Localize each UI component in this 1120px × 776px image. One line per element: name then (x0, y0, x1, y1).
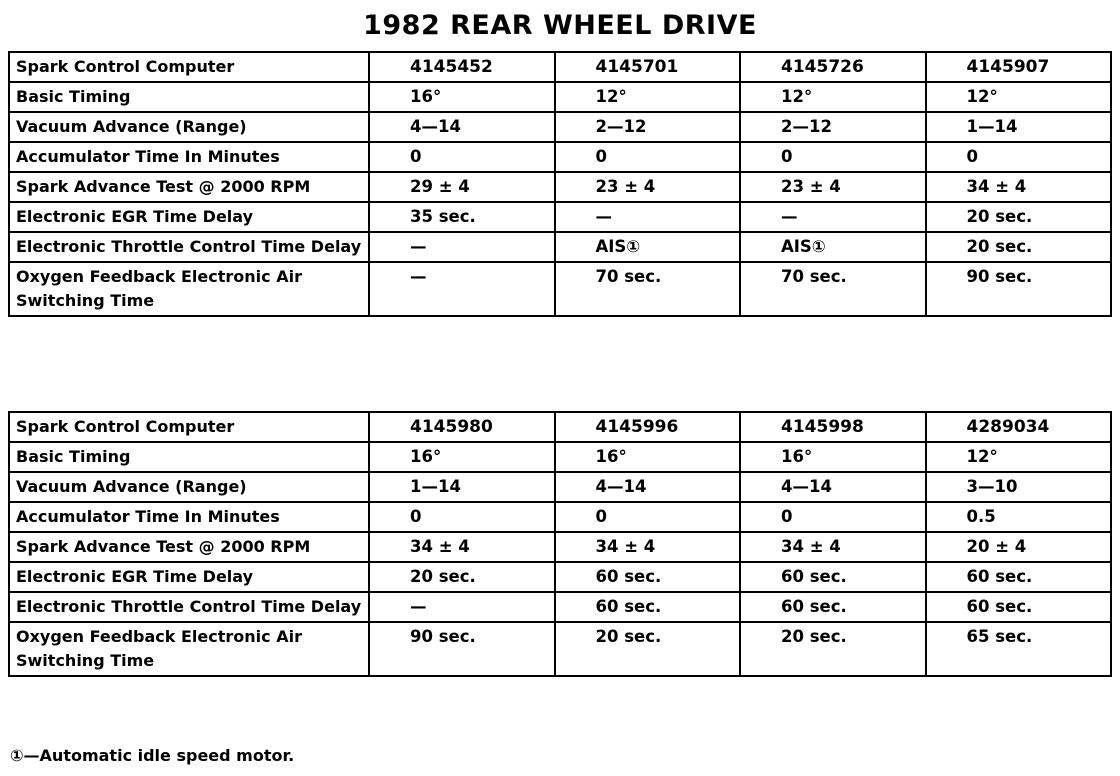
table-cell: AIS① (740, 232, 926, 262)
table-cell: 0 (369, 142, 555, 172)
table-cell: 0 (369, 502, 555, 532)
table-cell: 4—14 (555, 472, 741, 502)
table-cell: 60 sec. (926, 592, 1112, 622)
table-row (9, 82, 1111, 112)
table-cell: 12° (926, 442, 1112, 472)
row-label: Electronic Throttle Control Time Delay (9, 232, 369, 262)
table-cell: 20 sec. (369, 562, 555, 592)
table-cell: 12° (926, 82, 1112, 112)
table-row (9, 562, 1111, 592)
table-cell: 20 ± 4 (926, 532, 1112, 562)
table-cell: 1—14 (926, 112, 1112, 142)
table-row (9, 232, 1111, 262)
table-cell: 35 sec. (369, 202, 555, 232)
row-label: Spark Advance Test @ 2000 RPM (9, 172, 369, 202)
table-row (9, 112, 1111, 142)
row-label: Electronic EGR Time Delay (9, 202, 369, 232)
page-title: 1982 REAR WHEEL DRIVE (363, 10, 757, 41)
table-row (9, 202, 1111, 232)
table-cell: 20 sec. (740, 622, 926, 676)
table-row (9, 442, 1111, 472)
row-label: Basic Timing (9, 442, 369, 472)
table-row (9, 412, 1111, 442)
table-cell: 20 sec. (926, 202, 1112, 232)
table-cell: 2—12 (555, 112, 741, 142)
table-cell: — (555, 202, 741, 232)
table-cell: 65 sec. (926, 622, 1112, 676)
table-cell: 90 sec. (369, 622, 555, 676)
row-label: Spark Control Computer (9, 412, 369, 442)
table-cell: 60 sec. (926, 562, 1112, 592)
spec-table-bottom (8, 411, 1112, 677)
table-cell: — (369, 592, 555, 622)
table-cell: 34 ± 4 (740, 532, 926, 562)
table-cell: 20 sec. (926, 232, 1112, 262)
table-cell: 4145996 (555, 412, 741, 442)
table-cell: 1—14 (369, 472, 555, 502)
table-row (9, 52, 1111, 82)
table-cell: 0 (555, 502, 741, 532)
row-label: Electronic EGR Time Delay (9, 562, 369, 592)
row-label: Vacuum Advance (Range) (9, 112, 369, 142)
table-cell: — (369, 262, 555, 316)
table-cell: 4—14 (369, 112, 555, 142)
spec-table-top (8, 51, 1112, 317)
table-cell: 4—14 (740, 472, 926, 502)
table-cell: 23 ± 4 (740, 172, 926, 202)
table-cell: 4145907 (926, 52, 1112, 82)
table-cell: 60 sec. (740, 592, 926, 622)
table-row (9, 472, 1111, 502)
table-cell: 12° (555, 82, 741, 112)
table-cell: 60 sec. (555, 562, 741, 592)
table-cell: 90 sec. (926, 262, 1112, 316)
table-cell: AIS① (555, 232, 741, 262)
row-label: Accumulator Time In Minutes (9, 502, 369, 532)
table-cell: — (369, 232, 555, 262)
table-cell: 23 ± 4 (555, 172, 741, 202)
table-cell: 4145452 (369, 52, 555, 82)
table-cell: 16° (369, 442, 555, 472)
row-label: Oxygen Feedback Electronic Air Switching Time (9, 262, 369, 316)
table-cell: 4145980 (369, 412, 555, 442)
table-cell: 34 ± 4 (369, 532, 555, 562)
table-cell: 16° (555, 442, 741, 472)
table-row (9, 502, 1111, 532)
table-cell: 4289034 (926, 412, 1112, 442)
row-label: Basic Timing (9, 82, 369, 112)
table-cell: 34 ± 4 (555, 532, 741, 562)
table-cell: 2—12 (740, 112, 926, 142)
row-label: Oxygen Feedback Electronic Air Switching Time (9, 622, 369, 676)
table-cell: 0 (555, 142, 741, 172)
row-label: Accumulator Time In Minutes (9, 142, 369, 172)
table-cell: 0 (740, 502, 926, 532)
table-cell: 0.5 (926, 502, 1112, 532)
table-cell: 4145998 (740, 412, 926, 442)
table-row (9, 172, 1111, 202)
table-cell: 16° (740, 442, 926, 472)
table-cell: — (740, 202, 926, 232)
table-row (9, 532, 1111, 562)
table-cell: 3—10 (926, 472, 1112, 502)
table-row (9, 592, 1111, 622)
table-cell: 16° (369, 82, 555, 112)
table-cell: 34 ± 4 (926, 172, 1112, 202)
table-cell: 0 (740, 142, 926, 172)
table-cell: 0 (926, 142, 1112, 172)
row-label: Spark Advance Test @ 2000 RPM (9, 532, 369, 562)
row-label: Spark Control Computer (9, 52, 369, 82)
table-row (9, 262, 1111, 316)
table-cell: 60 sec. (740, 562, 926, 592)
table-cell: 12° (740, 82, 926, 112)
footnote: ①—Automatic idle speed motor. (10, 746, 295, 765)
row-label: Electronic Throttle Control Time Delay (9, 592, 369, 622)
table-cell: 4145701 (555, 52, 741, 82)
table-row (9, 622, 1111, 676)
table-row (9, 142, 1111, 172)
table-cell: 4145726 (740, 52, 926, 82)
table-cell: 60 sec. (555, 592, 741, 622)
table-cell: 70 sec. (555, 262, 741, 316)
row-label: Vacuum Advance (Range) (9, 472, 369, 502)
table-cell: 29 ± 4 (369, 172, 555, 202)
table-cell: 20 sec. (555, 622, 741, 676)
table-cell: 70 sec. (740, 262, 926, 316)
